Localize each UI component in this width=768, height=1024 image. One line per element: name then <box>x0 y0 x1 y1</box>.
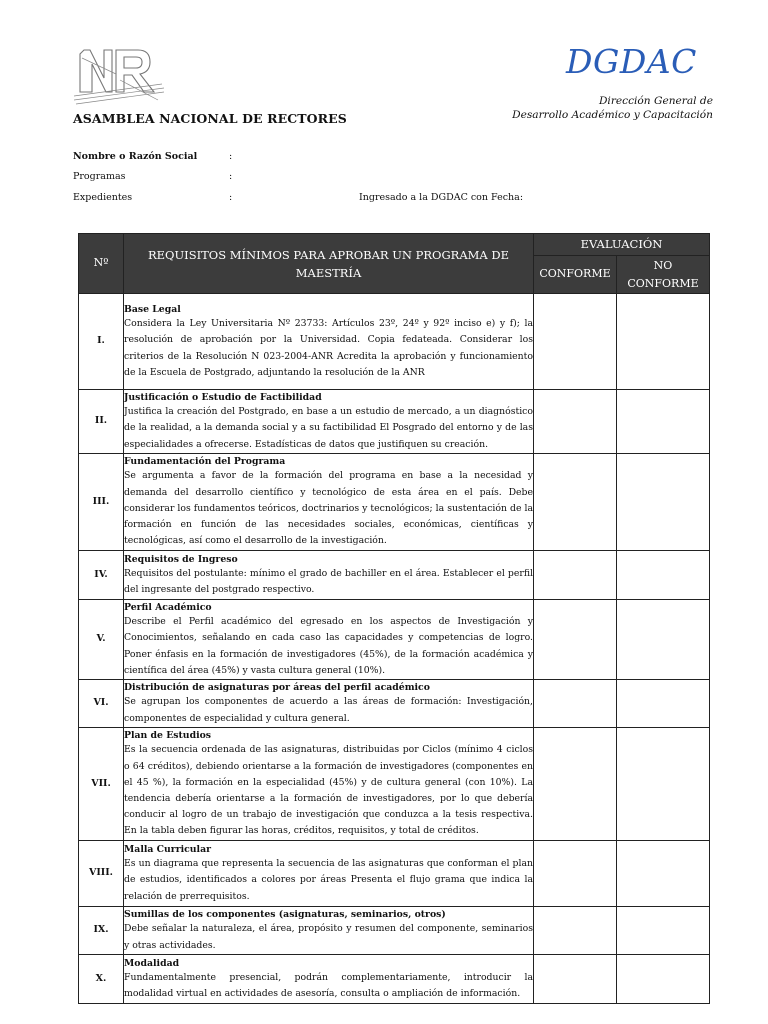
org-name: ASAMBLEA NACIONAL DE RECTORES <box>73 111 347 126</box>
info-colon: : <box>229 171 233 182</box>
row-content <box>124 390 534 454</box>
no-conforme-cell[interactable] <box>617 841 710 907</box>
table-row <box>79 841 710 907</box>
row-title: Modalidad <box>124 957 180 969</box>
conforme-cell[interactable] <box>534 294 617 390</box>
conforme-cell[interactable] <box>534 390 617 454</box>
row-title: Requisitos de Ingreso <box>124 553 238 565</box>
conforme-cell[interactable] <box>534 841 617 907</box>
row-description: Debe señalar la naturaleza, el área, propósito y resumen del componente, seminarios y otras actividades. <box>124 923 533 951</box>
info-label: Expedientes <box>73 192 133 203</box>
row-content <box>124 841 534 907</box>
no-conforme-cell[interactable] <box>617 955 710 1004</box>
row-content <box>124 551 534 600</box>
col-header-evaluacion: EVALUACIÓN <box>534 234 710 256</box>
table-row <box>79 907 710 955</box>
row-description: Es la secuencia ordenada de las asignaturas, distribuidas por Ciclos (mínimo 4 ciclos o 64 créditos), debiendo orientarse a la formación de investigadores (componentes en el 45 %), la formación en la especialidad (45%) y de cultura general (con 10%). La tendencia debería orientarse a la formación de investigadores, por lo que debería conducir al logro de un trabajo de investigación que conduzca a la tesis respectiva. En la tabla deben figurar las horas, créditos, requisitos, y total de créditos. <box>124 744 533 837</box>
table-row <box>79 955 710 1004</box>
row-description: Describe el Perfil académico del egresado en los aspectos de Investigación y Conocimientos, señalando en cada caso las capacidades y competencias de logro. Poner énfasis en la formación de investigadores (45%), de la formación académica y científica del área (45%) y vasta cultura general (10%). <box>124 616 533 676</box>
row-number: VII. <box>79 728 124 841</box>
no-conforme-cell[interactable] <box>617 728 710 841</box>
row-title: Distribución de asignaturas por áreas del perfil académico <box>124 682 430 694</box>
row-content <box>124 907 534 955</box>
conforme-cell[interactable] <box>534 551 617 600</box>
row-content <box>124 728 534 841</box>
row-number: VIII. <box>79 841 124 907</box>
row-content <box>124 600 534 680</box>
info-ingresado-fecha: Ingresado a la DGDAC con Fecha: <box>359 192 524 203</box>
row-number: V. <box>79 600 124 680</box>
no-conforme-cell[interactable] <box>617 390 710 454</box>
info-colon: : <box>229 192 233 203</box>
info-colon: : <box>229 151 233 162</box>
row-number: I. <box>79 294 124 390</box>
row-content <box>124 955 534 1004</box>
row-number: VI. <box>79 680 124 728</box>
row-title: Plan de Estudios <box>124 730 212 742</box>
conforme-cell[interactable] <box>534 907 617 955</box>
row-content <box>124 294 534 390</box>
requirements-table <box>78 233 710 1004</box>
row-description: Requisitos del postulante: mínimo el grado de bachiller en el área. Establecer el perfil del ingresante del postgrado respectivo. <box>124 567 533 595</box>
col-header-requisitos: REQUISITOS MÍNIMOS PARA APROBAR UN PROGRAMA DE MAESTRÍA <box>124 234 534 294</box>
row-description: Justifica la creación del Postgrado, en base a un estudio de mercado, a un diagnóstico de la realidad, a la demanda social y a su factibilidad El Posgrado del entorno y de las especialidades a ofrecerse. Estadísticas de datos que justifiquen su creación. <box>124 406 533 450</box>
dgdac-logo-text: DGDAC <box>566 42 697 81</box>
conforme-cell[interactable] <box>534 454 617 551</box>
anr-logo <box>72 44 166 106</box>
table-row <box>79 680 710 728</box>
row-title: Malla Curricular <box>124 844 211 856</box>
no-conforme-cell[interactable] <box>617 551 710 600</box>
row-number: IV. <box>79 551 124 600</box>
row-description: Se agrupan los componentes de acuerdo a las áreas de formación: Investigación, componentes de especialidad y cultura general. <box>124 696 533 724</box>
no-conforme-cell[interactable] <box>617 294 710 390</box>
row-number: II. <box>79 390 124 454</box>
conforme-cell[interactable] <box>534 600 617 680</box>
table-row <box>79 728 710 841</box>
no-conforme-cell[interactable] <box>617 680 710 728</box>
row-title: Sumillas de los componentes (asignaturas, seminarios, otros) <box>124 909 446 921</box>
no-conforme-cell[interactable] <box>617 907 710 955</box>
table-row <box>79 454 710 551</box>
dgdac-subtitle <box>512 94 713 122</box>
conforme-cell[interactable] <box>534 680 617 728</box>
conforme-cell[interactable] <box>534 728 617 841</box>
row-title: Base Legal <box>124 304 181 316</box>
row-number: IX. <box>79 907 124 955</box>
dgdac-subtitle-line1: Dirección General de <box>598 95 713 107</box>
info-label: Programas <box>73 171 126 182</box>
no-conforme-cell[interactable] <box>617 454 710 551</box>
row-title: Perfil Académico <box>124 602 212 614</box>
row-number: III. <box>79 454 124 551</box>
info-label: Nombre o Razón Social <box>73 151 198 162</box>
table-row <box>79 600 710 680</box>
row-content <box>124 454 534 551</box>
conforme-cell[interactable] <box>534 955 617 1004</box>
table-row <box>79 390 710 454</box>
row-number: X. <box>79 955 124 1004</box>
row-title: Justificación o Estudio de Factibilidad <box>124 392 322 404</box>
table-row <box>79 294 710 390</box>
row-title: Fundamentación del Programa <box>124 456 286 468</box>
col-header-no-conforme: NO CONFORME <box>617 256 710 294</box>
row-description: Considera la Ley Universitaria Nº 23733: Artículos 23º, 24º y 92º inciso e) y f); la resolución de aprobación por la Universidad. Copia fedateada. Considerar los criterios de la Resolución N 023-2004-ANR Acredita la aprobación y funcionamiento de la Escuela de Postgrado, adjuntando la resolución de la ANR <box>124 318 533 378</box>
no-conforme-cell[interactable] <box>617 600 710 680</box>
col-header-num: Nº <box>79 234 124 294</box>
row-content <box>124 680 534 728</box>
col-header-conforme: CONFORME <box>534 256 617 294</box>
row-description: Fundamentalmente presencial, podrán complementariamente, introducir la modalidad virtual en actividades de asesoría, consulta o ampliación de información. <box>124 971 533 999</box>
row-description: Es un diagrama que representa la secuencia de las asignaturas que conforman el plan de estudios, identificados a colores por áreas Presenta el flujo grama que indica la relación de prerrequisitos. <box>124 858 533 902</box>
table-row <box>79 551 710 600</box>
row-description: Se argumenta a favor de la formación del programa en base a la necesidad y demanda del desarrollo científico y tecnológico de esta área en el país. Debe considerar los fundamentos teóricos, doctrinarios y tecnológicos; la sustentación de la formación en función de las necesidades sociales, económicas, científicas y tecnológicas, así como el desarrollo de la investigación. <box>124 470 533 547</box>
dgdac-subtitle-line2: Desarrollo Académico y Capacitación <box>512 109 713 121</box>
